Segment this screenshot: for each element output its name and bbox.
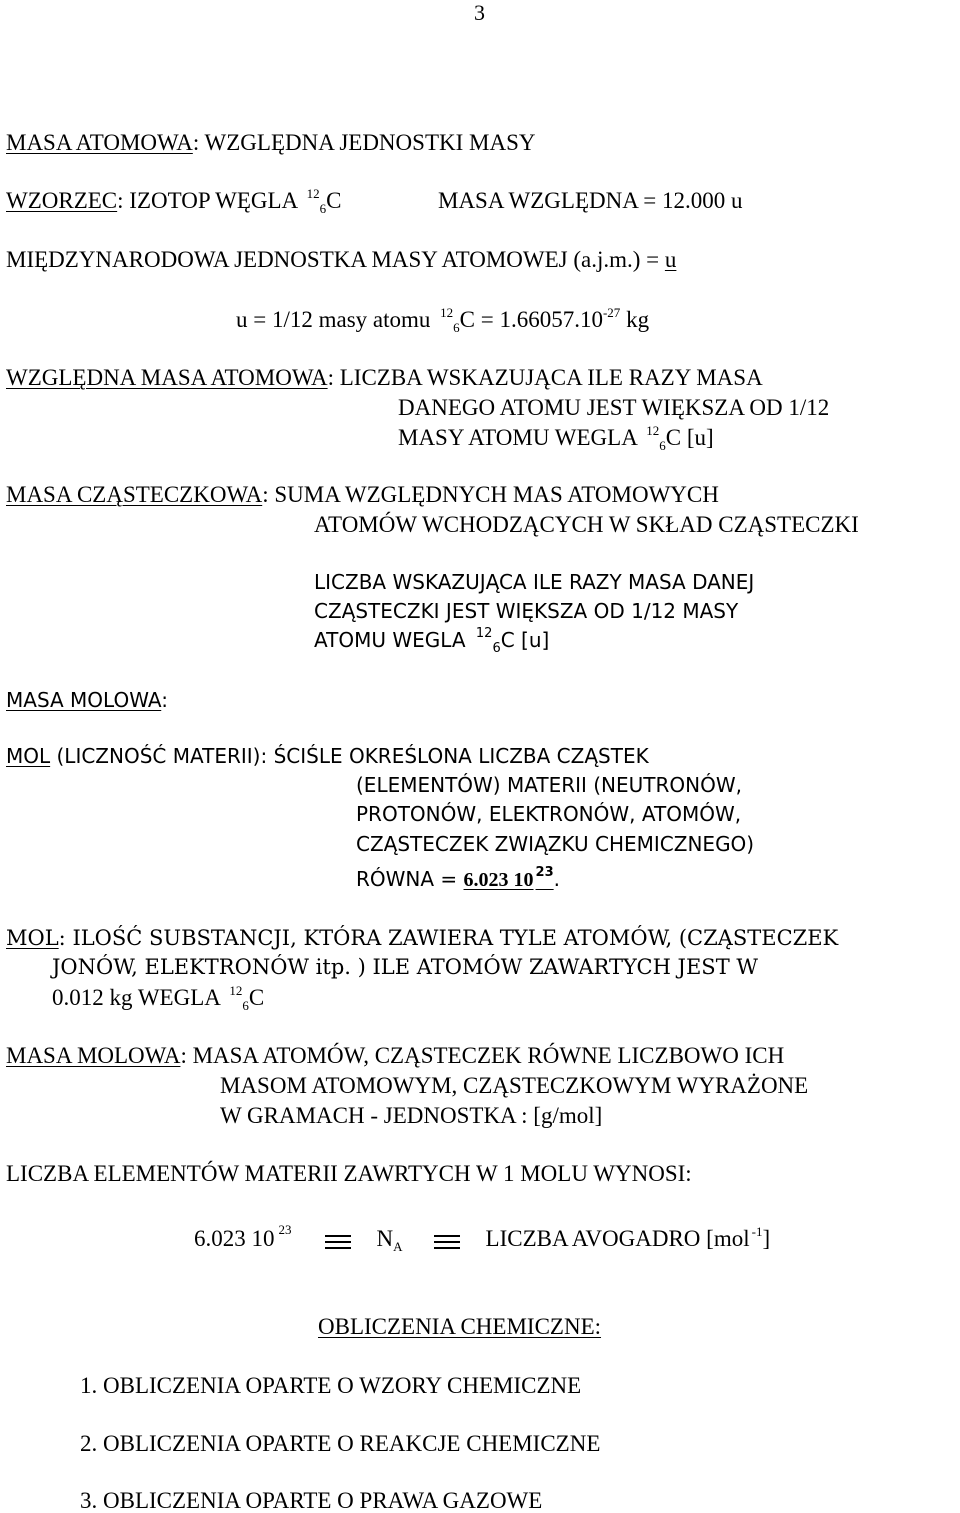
wzgledna-masa-text1: LICZBA WSKAZUJĄCA ILE RAZY MASA — [339, 365, 763, 390]
masa-czasteczkowa-line2: ATOMÓW WCHODZĄCYCH W SKŁAD CZĄSTECZKI — [314, 512, 859, 537]
calculations-heading: OBLICZENIA CHEMICZNE: — [318, 1314, 602, 1339]
mol-ilosc-text1: ILOŚĆ SUBSTANCJI, KTÓRA ZAWIERA TYLE ATOMÓW, (CZĄSTECZEK — [72, 926, 839, 950]
wzorzec-atomic-number: 6 — [319, 201, 327, 216]
mol-ilosc-line3 — [52, 983, 265, 1013]
identity-symbol — [325, 1235, 351, 1249]
masa-molowa-second-line2: MASOM ATOMOWYM, CZĄSTECZKOWYM WYRAŻONE — [220, 1073, 809, 1098]
avogadro-unit-exponent: -1 — [751, 1224, 763, 1239]
mol-licznosc-label-suffix: (LICZNOŚĆ MATERII): — [50, 744, 274, 768]
wzgledna-masa-line3-prefix: MASY ATOMU WEGLA — [398, 425, 637, 450]
wzorzec-mass-number: 12 — [306, 186, 320, 201]
u-value-exponent: -27 — [602, 305, 621, 320]
wzgledna-masa-line1: WZGLĘDNA MASA ATOMOWA: LICZBA WSKAZUJĄCA ILE RAZY MASA — [6, 365, 763, 390]
masa-molowa-second-line1: MASA MOLOWA: MASA ATOMÓW, CZĄSTECZEK RÓWNE LICZBOWO ICH — [6, 1043, 785, 1068]
avogadro-symbol-sub: A — [393, 1239, 403, 1254]
masa-molowa-second-label: MASA MOLOWA — [6, 1043, 181, 1068]
mol-licznosc-line3: PROTONÓW, ELEKTRONÓW, ATOMÓW, — [356, 802, 742, 826]
masa-molowa-first-label: MASA MOLOWA — [6, 688, 162, 712]
mol-licznosc-line5-prefix: RÓWNA = — [356, 867, 464, 891]
masa-molowa-first-atomic-number: 6 — [492, 641, 501, 656]
wzorzec-text: IZOTOP WĘGLA — [129, 188, 297, 213]
masa-molowa-first-line3-suffix: C [u] — [500, 628, 550, 652]
mol-ilosc-atomic-number: 6 — [242, 998, 249, 1013]
unit-line — [6, 248, 676, 271]
masa-molowa-first-line: MASA MOLOWA: — [6, 688, 168, 712]
masa-czasteczkowa-label: MASA CZĄSTECZKOWA — [6, 482, 263, 507]
u-value-unit: kg — [626, 307, 650, 332]
masa-molowa-first-mass-number: 12 — [475, 626, 493, 641]
calculations-item: 1. OBLICZENIA OPARTE O WZORY CHEMICZNE — [80, 1373, 582, 1398]
masa-czasteczkowa-line1: MASA CZĄSTECZKOWA: SUMA WZGLĘDNYCH MAS ATOMOWYCH — [6, 482, 719, 507]
mol-licznosc-label: MOL — [6, 744, 51, 768]
wzgledna-masa-mass-number: 12 — [646, 423, 660, 438]
masa-molowa-second-text1: MASA ATOMÓW, CZĄSTECZEK RÓWNE LICZBOWO ICH — [192, 1043, 785, 1068]
wzorzec-relative-mass: MASA WZGLĘDNA = 12.000 u — [438, 188, 743, 213]
wzgledna-masa-line3-suffix: C [u] — [665, 425, 714, 450]
mol-licznosc-value-group — [464, 867, 554, 891]
calculations-item: 2. OBLICZENIA OPARTE O REAKCJE CHEMICZNE — [80, 1431, 601, 1456]
mol-licznosc-line5 — [356, 865, 560, 891]
u-value-mass-number: 12 — [440, 305, 454, 320]
unit-symbol: u — [664, 247, 677, 272]
masa-molowa-second-line3: W GRAMACH - JEDNOSTKA : [g/mol] — [220, 1103, 603, 1128]
avogadro-symbol: N — [376, 1226, 394, 1251]
masa-molowa-first-line3-prefix: ATOMU WEGLA — [314, 628, 466, 652]
wzgledna-masa-label: WZGLĘDNA MASA ATOMOWA — [6, 365, 328, 390]
masa-molowa-first-line2: CZĄSTECZKI JEST WIĘKSZA OD 1/12 MASY — [314, 599, 739, 623]
u-value-atomic-number: 6 — [453, 320, 460, 335]
masa-atomowa-line: MASA ATOMOWA: WZGLĘDNA JEDNOSTKI MASY — [6, 130, 536, 155]
mol-licznosc-value: 6.023 10 — [463, 869, 534, 891]
mol-ilosc-line3-prefix: 0.012 kg WEGLA — [52, 985, 220, 1010]
wzorzec-element: C — [326, 188, 342, 213]
mol-ilosc-line1: MOL: ILOŚĆ SUBSTANCJI, KTÓRA ZAWIERA TYLE ATOMÓW, (CZĄSTECZEK — [6, 926, 839, 950]
mol-ilosc-line3-suffix: C — [248, 985, 265, 1010]
calculations-item: 3. OBLICZENIA OPARTE O PRAWA GAZOWE — [80, 1488, 543, 1513]
wzorzec-line: WZORZEC: IZOTOP WĘGLA $^{12}_6$C — [6, 186, 342, 216]
mol-licznosc-text1: ŚCIŚLE OKREŚLONA LICZBA CZĄSTEK — [273, 744, 649, 768]
page-number: 3 — [474, 0, 485, 25]
mol-licznosc-exponent: 23 — [535, 865, 554, 880]
avogadro-formula — [194, 1222, 771, 1254]
masa-molowa-first-line3 — [314, 626, 550, 656]
identity-symbol — [434, 1235, 460, 1249]
wzorzec-label: WZORZEC — [6, 188, 118, 213]
avogadro-value: 6.023 10 — [194, 1226, 275, 1251]
wzgledna-masa-line2: DANEGO ATOMU JEST WIĘKSZA OD 1/12 — [398, 395, 830, 420]
wzgledna-masa-line3 — [398, 423, 714, 453]
avogadro-intro: LICZBA ELEMENTÓW MATERII ZAWRTYCH W 1 MOLU WYNOSI: — [6, 1161, 692, 1186]
avogadro-close: ] — [762, 1226, 771, 1251]
mol-licznosc-line2: (ELEMENTÓW) MATERII (NEUTRONÓW, — [356, 773, 742, 797]
unit-line-text: MIĘDZYNARODOWA JEDNOSTKA MASY ATOMOWEJ (a.j.m.) = — [6, 247, 665, 272]
u-value-equation: C = 1.66057.10 — [459, 307, 603, 332]
wzgledna-masa-atomic-number: 6 — [659, 438, 666, 453]
mol-licznosc-dot: . — [553, 867, 560, 891]
mol-ilosc-label: MOL — [6, 926, 59, 950]
mol-ilosc-mass-number: 12 — [229, 983, 243, 998]
mol-licznosc-line4: CZĄSTECZEK ZWIĄZKU CHEMICZNEGO) — [356, 832, 755, 856]
u-value-prefix: u = 1/12 masy atomu — [236, 307, 431, 332]
u-value-line — [236, 305, 650, 335]
masa-atomowa-value: WZGLĘDNA JEDNOSTKI MASY — [204, 130, 536, 155]
calculations-heading-line — [318, 1315, 601, 1338]
masa-molowa-first-line1: LICZBA WSKAZUJĄCA ILE RAZY MASA DANEJ — [314, 570, 755, 594]
avogadro-exponent: 23 — [278, 1222, 292, 1237]
avogadro-name: LICZBA AVOGADRO [mol — [485, 1226, 750, 1251]
mol-ilosc-line2: JONÓW, ELEKTRONÓW itp. ) ILE ATOMÓW ZAWARTYCH JEST W — [52, 955, 758, 979]
mol-licznosc-line1 — [6, 746, 649, 766]
masa-czasteczkowa-text1: SUMA WZGLĘDNYCH MAS ATOMOWYCH — [274, 482, 719, 507]
masa-atomowa-label: MASA ATOMOWA — [6, 130, 193, 155]
